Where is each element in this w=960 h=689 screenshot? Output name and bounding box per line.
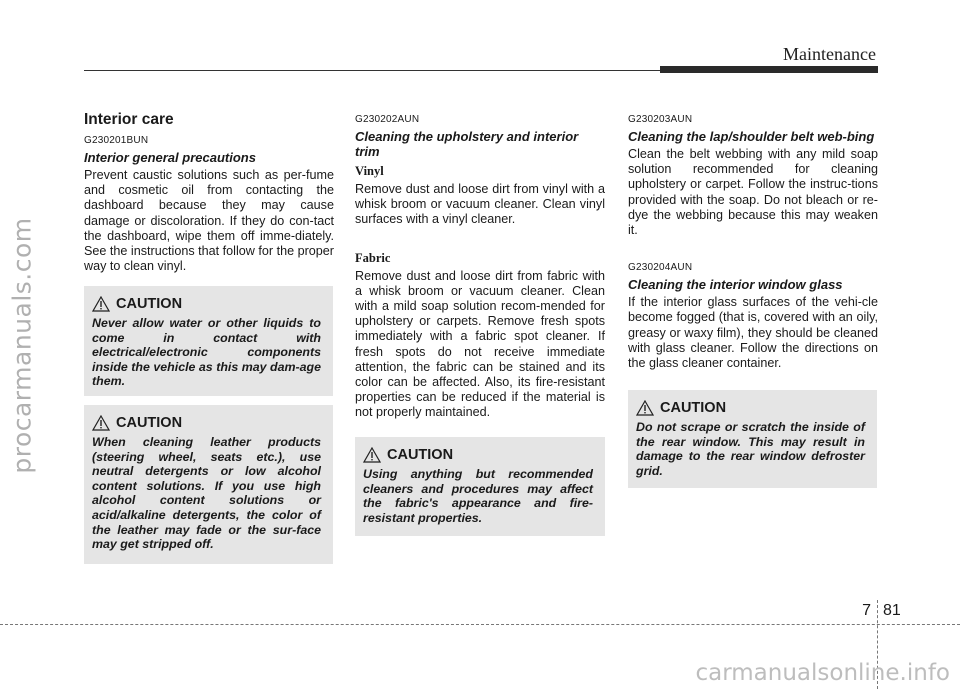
fabric-paragraph: Remove dust and loose dirt from fabric with a whisk broom or vacuum cleaner. Clean with a mild soap solution recom-mended for upholstery or carpets. Remove fresh spots immediately with a fabric spot cleaner. If fresh spots do not receive immediate attention, the fabric can be stained and its color can be affected. Also, its fire-resistant properties can be reduced if the material is not properly maintained. <box>355 268 605 420</box>
caution-box-cleaners <box>355 437 605 536</box>
caution-text: Using anything but recommended cleaners and procedures may affect the fabric's appearance and fire-resistant properties. <box>363 467 593 525</box>
warning-triangle-icon <box>363 447 381 463</box>
column-2 <box>355 108 605 431</box>
warning-triangle-icon <box>636 400 654 416</box>
page-heading: Interior care <box>84 111 174 128</box>
caution-title: CAUTION <box>387 447 454 463</box>
subsection-heading: Interior general precautions <box>84 150 256 165</box>
side-watermark <box>2 130 42 560</box>
section-code: G230202AUN <box>355 114 420 125</box>
header-bar <box>660 66 878 73</box>
section-title: Maintenance <box>783 44 876 64</box>
caution-title: CAUTION <box>116 415 183 431</box>
caution-box-window <box>628 390 877 488</box>
header-rule <box>84 70 660 71</box>
column-1 <box>84 108 334 284</box>
belt-paragraph: Clean the belt webbing with any mild soap solution recommended for cleaning upholstery or carpet. Follow the instruc-tions provided with the soap. Do not bleach or re-dye the webbing because this may weaken it. <box>628 147 878 238</box>
bottom-watermark: carmanualsonline.info <box>695 660 950 686</box>
subsection-heading: Cleaning the interior window glass <box>628 277 843 293</box>
subsection-heading: Cleaning the upholstery and interior trim <box>355 129 579 159</box>
caution-title: CAUTION <box>116 296 183 312</box>
section-code: G230201BUN <box>84 135 149 146</box>
warning-triangle-icon <box>92 296 110 312</box>
vinyl-paragraph: Remove dust and loose dirt from vinyl with a whisk broom or vacuum cleaner. Clean vinyl surfaces with a vinyl cleaner. <box>355 182 605 227</box>
caution-text: Never allow water or other liquids to come in contact with electrical/electronic components inside the vehicle as this may dam-age them. <box>92 316 321 389</box>
column-3 <box>628 108 878 381</box>
vinyl-heading: Vinyl <box>355 164 384 178</box>
fabric-heading: Fabric <box>355 250 391 265</box>
subsection-heading: Cleaning the lap/shoulder belt web-bing <box>628 129 875 144</box>
caution-title: CAUTION <box>660 400 727 416</box>
glass-paragraph: If the interior glass surfaces of the vehi-cle become fogged (that is, covered with an oily, greasy or waxy film), they should be cleaned with glass cleaner. Follow the directions on the glass cleaner container. <box>628 295 878 371</box>
caution-text: Do not scrape or scratch the inside of the rear window. This may result in damage to the rear window defroster grid. <box>636 420 865 478</box>
chapter-number: 7 <box>862 602 871 619</box>
footer-rule <box>0 624 960 625</box>
caution-text: When cleaning leather products (steering wheel, seats etc.), use neutral detergents or low alcohol content solutions. If you use high alcohol content solutions or acid/alkaline detergents, the color of the leather may fade or the sur-face may get stripped off. <box>92 435 321 552</box>
side-watermark-text: procarmanuals.com <box>7 216 37 474</box>
page-number: 81 <box>883 602 901 619</box>
section-code: G230204AUN <box>628 262 693 274</box>
caution-box-liquids <box>84 286 333 396</box>
body-paragraph: Prevent caustic solutions such as per-fume and cosmetic oil from contacting the dashboard because they may cause damage or discoloration. If they do con-tact the dashboard, wipe them off imme-diately. See the instructions that follow for the proper way to clean vinyl. <box>84 168 334 274</box>
caution-box-leather <box>84 405 333 564</box>
section-code: G230203AUN <box>628 114 693 125</box>
warning-triangle-icon <box>92 415 110 431</box>
